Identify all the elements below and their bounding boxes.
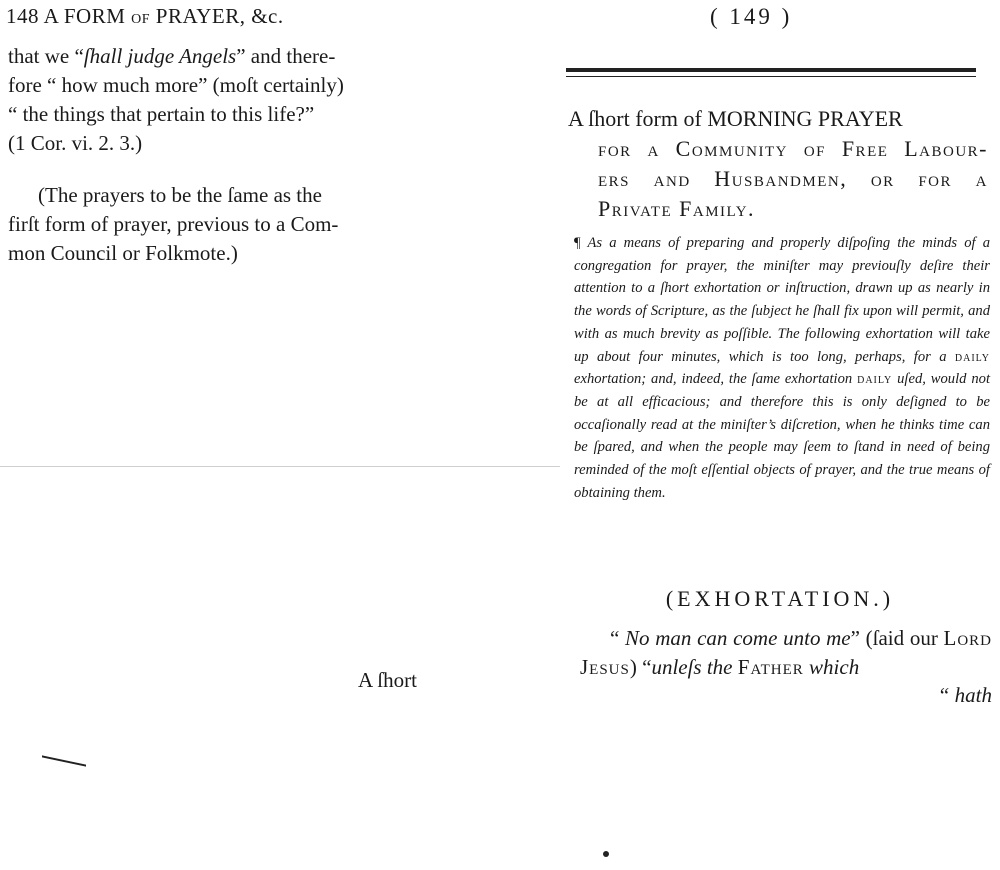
page-crease	[0, 466, 560, 467]
section-title	[568, 104, 988, 224]
running-title-start: A FORM	[43, 4, 126, 28]
text-span: ” and there-	[236, 44, 336, 68]
exhortation-text	[580, 624, 992, 682]
small-caps-daily: daily	[857, 371, 893, 388]
text-line: fore “ how much more” (moſt certainly)	[8, 73, 344, 97]
rubric-paragraph	[574, 232, 990, 504]
text-line	[8, 42, 423, 71]
catchword: “ hath	[937, 683, 992, 707]
prayers-note-paragraph	[8, 181, 423, 268]
page-number-148: 148	[6, 4, 39, 28]
open-quote: “	[610, 626, 620, 650]
header-rule-thin	[566, 76, 976, 77]
exhortation-heading: (EXHORTATION.)	[665, 586, 895, 611]
page-number-149: ( 149 )	[710, 4, 793, 29]
running-header	[6, 4, 284, 29]
catchword: A ſhort	[358, 668, 417, 692]
header-rule-thick	[566, 68, 976, 72]
rubric-text: exhortation; and, indeed, the ſame exhortation	[574, 371, 853, 388]
text-span: ) “	[629, 655, 652, 679]
text-line: firſt form of prayer, previous to a Com-	[8, 212, 339, 236]
title-line: ers and Husbandmen, or for a	[598, 166, 988, 191]
scripture-reference: (1 Cor. vi. 2. 3.)	[8, 131, 143, 155]
small-caps-lord: Lord Jesus	[580, 626, 993, 679]
rubric-text: As a means of preparing and properly diſpoſing the minds of a congregation for prayer, the miniſter may previouſly deſire their attention to a ſhort exhortation or inſtruction, drawn up as nearly in the words of Scripture, as the ſubject he ſhall fix upon will permit, and with as much brevity as poſſible. The following exhortation will take up about four minutes, which is too long, perhaps, for a	[574, 235, 990, 365]
text-line: (The prayers to be the ſame as the	[38, 183, 322, 207]
italic-quote: No man can come unto me	[625, 626, 851, 650]
small-caps-father: Father	[737, 655, 804, 679]
scripture-paragraph	[8, 42, 423, 158]
small-caps-daily: daily	[954, 348, 990, 365]
left-page	[0, 0, 470, 870]
running-title-of: OF	[131, 12, 151, 27]
title-line: A ſhort form of MORNING PRAYER	[568, 106, 903, 131]
ink-mark	[42, 737, 86, 766]
text-span: ” (ſaid our	[850, 626, 938, 650]
text-line: “ the things that pertain to this life?”	[8, 102, 315, 126]
title-line: Private Family.	[598, 196, 756, 221]
italic-quote: which	[809, 655, 860, 679]
text-line: mon Council or Folkmote.)	[8, 241, 238, 265]
italic-quote: ſhall judge Angels	[83, 44, 237, 68]
italic-quote: unleſs the	[651, 655, 733, 679]
right-page	[560, 0, 1000, 870]
text-span: that we “	[8, 44, 84, 68]
rubric-text: uſed, would not be at all efficacious; and therefore this is only deſigned to be occaſionally read at the miniſter’s diſcretion, when he thinks time can be ſpared, and when the people may ſeem to ſtand in need of being reminded of the moſt eſſential objects of prayer, and the true means of obtaining them.	[574, 371, 991, 501]
running-title-end: PRAYER, &c.	[155, 4, 284, 28]
ink-dot	[603, 851, 609, 857]
pilcrow-mark: ¶	[574, 235, 581, 251]
title-line: for a Community of Free Labour-	[598, 136, 988, 161]
